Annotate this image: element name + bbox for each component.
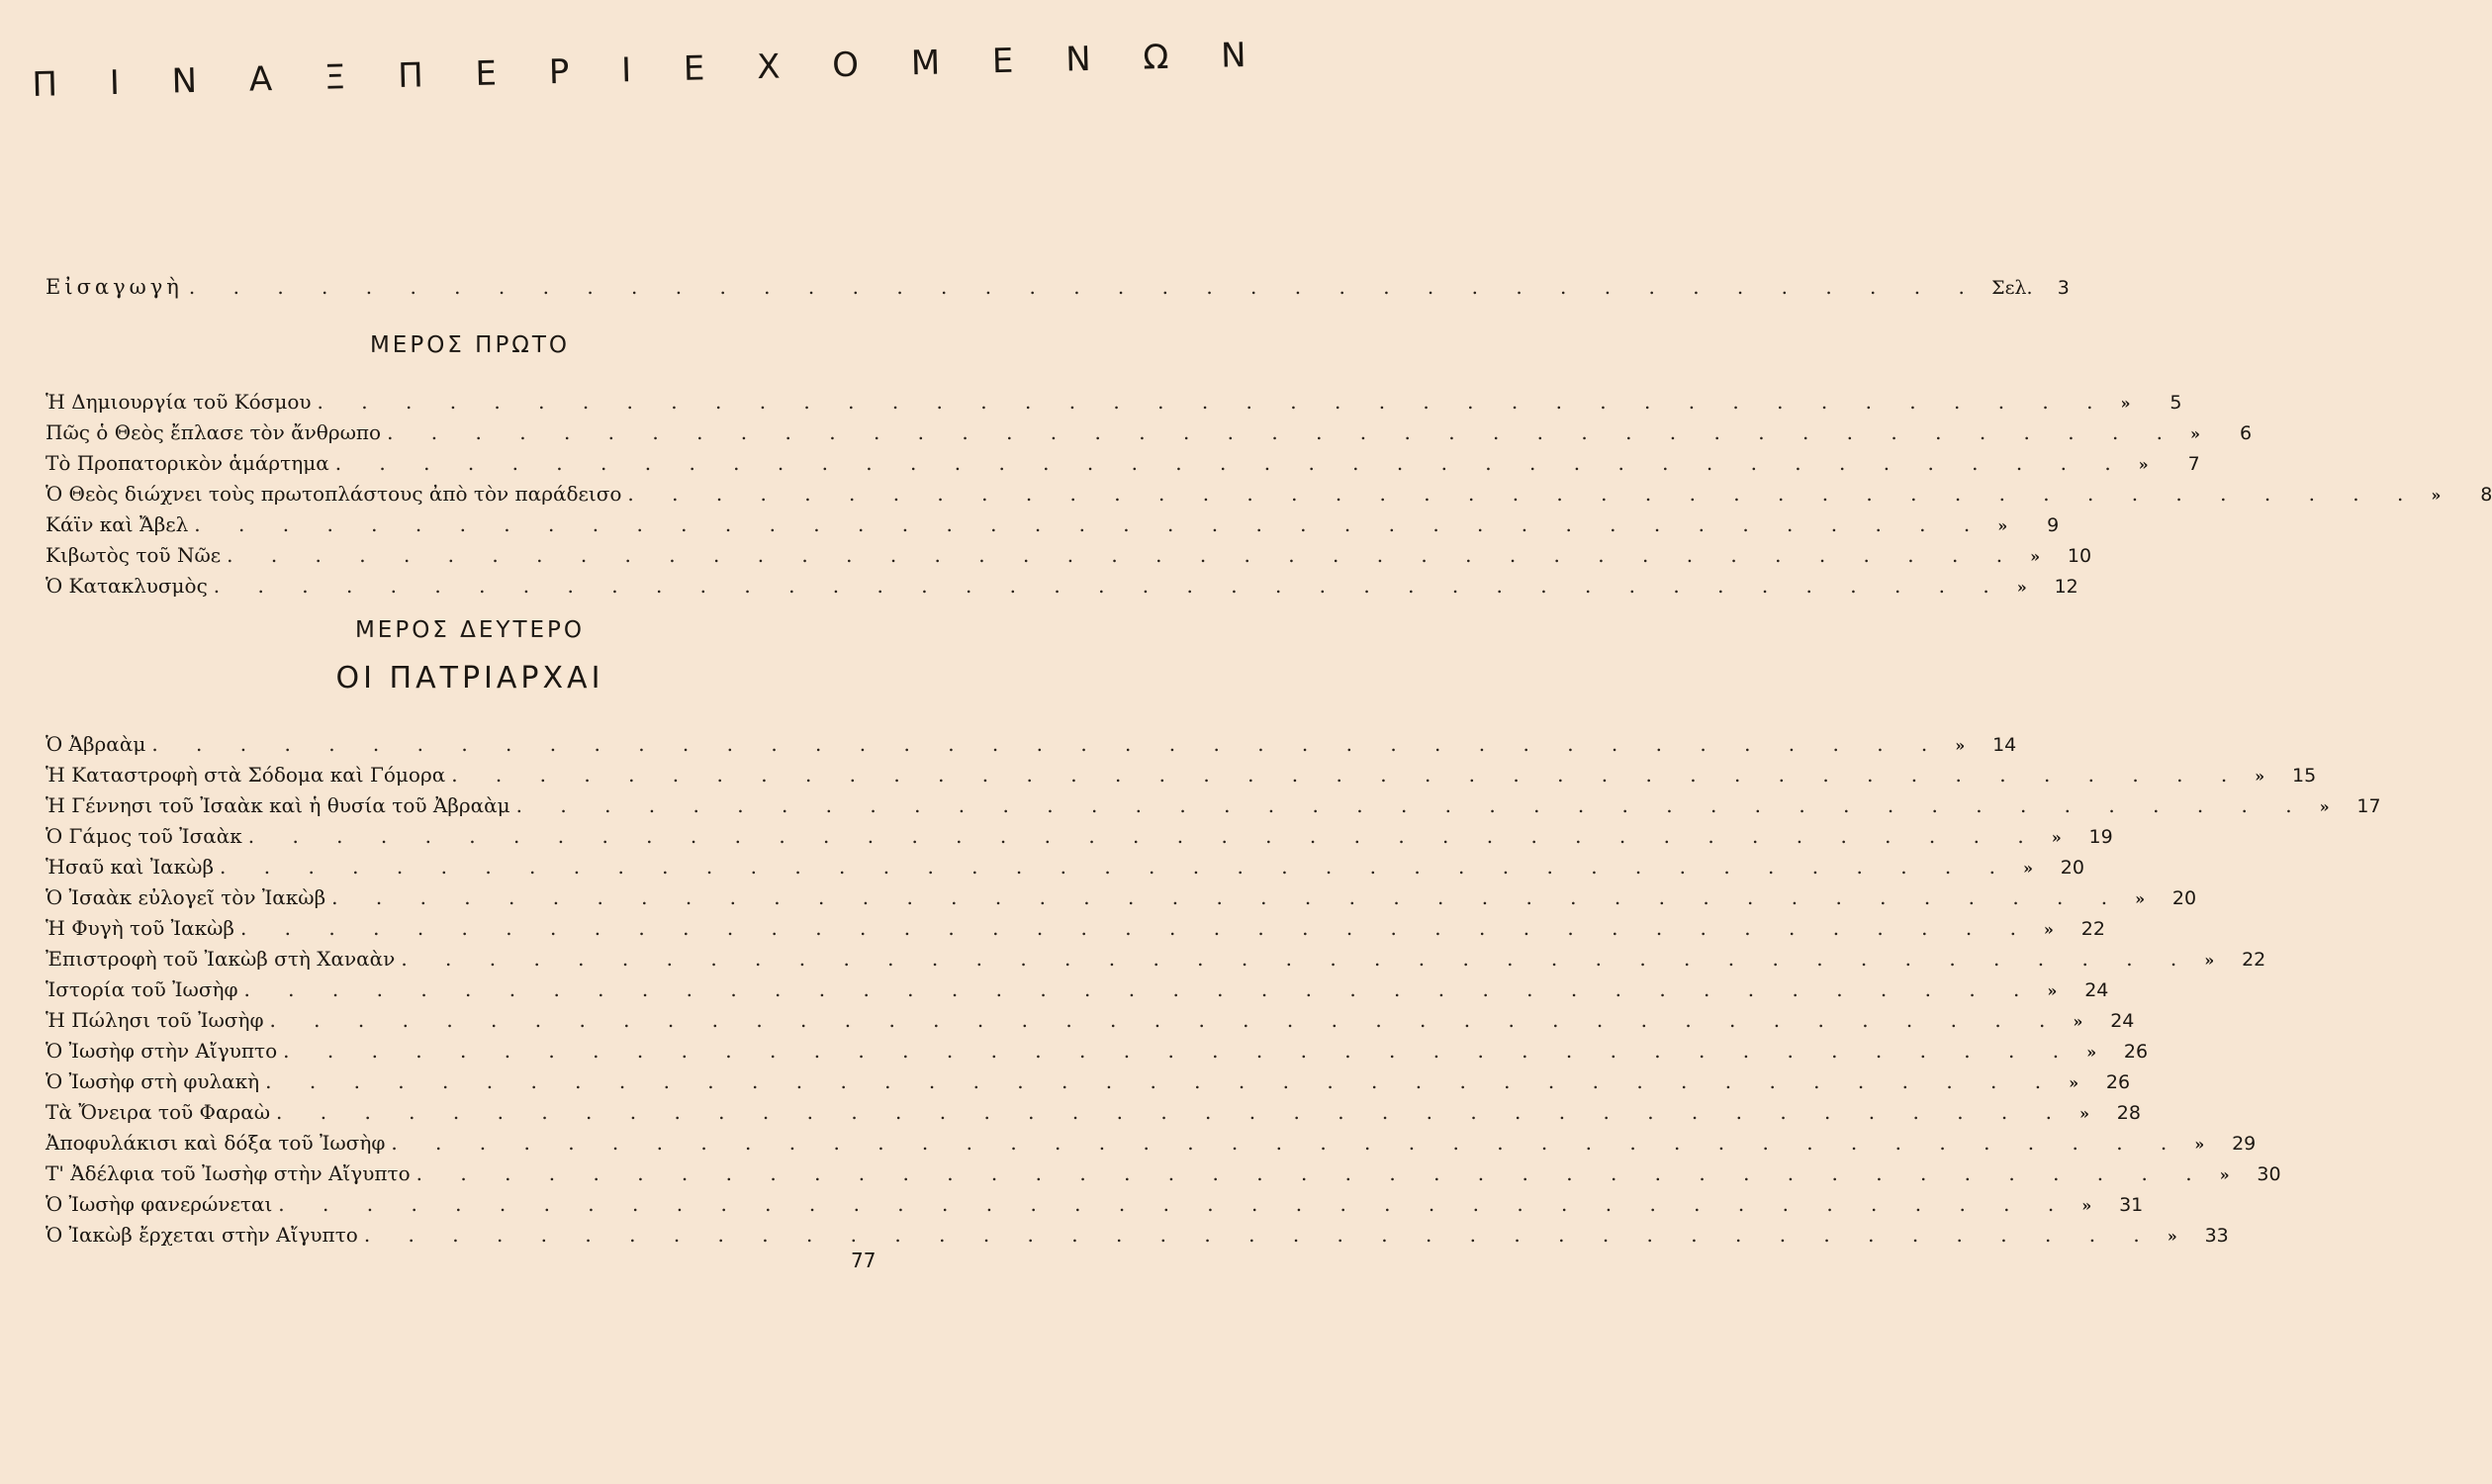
ditto-mark: » [2194,1135,2205,1154]
ditto-mark: » [2030,547,2041,566]
dot-leader [248,824,2040,848]
toc-entry-page: 8 [2480,484,2492,506]
ditto-mark: » [2086,1043,2097,1062]
page-title: Π Ι Ν Α Ξ Π Ε Ρ Ι Ε Χ Ο Μ Ε Ν Ω Ν [32,35,1268,105]
ditto-mark: » [2167,1227,2177,1246]
toc-entry-label: Ὁ Ἀβραὰμ [46,732,146,756]
dot-leader [151,732,1943,756]
toc-entry-label: Ἐπιστροφὴ τοῦ Ἰακὼβ στὴ Χαναὰν [46,947,396,971]
toc-entry-label: Κάϊν καὶ Ἄβελ [46,512,189,536]
toc-entry [46,732,2017,762]
toc-entry [46,420,2253,450]
ditto-mark: » [2043,920,2054,939]
toc-entry [46,482,2492,511]
toc-entry [46,574,2078,603]
ditto-mark: » [2069,1073,2079,1092]
toc-entry-label: Ἀποφυλάκισι καὶ δόξα τοῦ Ἰωσὴφ [46,1131,386,1155]
ditto-mark: » [1997,516,2008,535]
toc-entry-label: Ὁ Ἰωσὴφ στὴν Αἴγυπτο [46,1039,278,1063]
dot-leader [335,451,2127,475]
toc-entry-label: Εἰσαγωγὴ [46,275,183,299]
dot-leader [391,1131,2182,1155]
page-prefix: Σελ. [1991,277,2033,299]
toc-entry-label: Πῶς ὁ Θεὸς ἔπλασε τὸν ἄνθρωπο [46,420,382,444]
ditto-mark: » [2431,486,2442,505]
toc-entry-label: Ὁ Ἰακὼβ ἔρχεται στὴν Αἴγυπτο [46,1223,358,1247]
toc-entry-label: Ἡ Φυγὴ τοῦ Ἰακὼβ [46,916,234,940]
part-two-heading: ΜΕΡΟΣ ΔΕΥΤΕΡΟ [354,617,586,643]
toc-entry-label: Ὁ Θεὸς διώχνει τοὺς πρωτοπλάστους ἀπὸ τὸν παράδεισο [46,482,622,506]
ditto-mark: » [2135,889,2146,908]
ditto-mark: » [2138,455,2149,474]
dot-leader [318,390,2109,414]
toc-entry [46,451,2200,481]
toc-entry-page: 10 [2067,545,2092,567]
toc-entry-label: Τ' Ἀδέλφια τοῦ Ἰωσὴφ στὴν Αἴγυπτο [46,1161,411,1185]
ditto-mark: » [2204,951,2215,970]
toc-entry [46,885,2197,915]
toc-entry [46,1192,2144,1222]
ditto-mark: » [2190,424,2201,443]
toc-entry-label: Ὁ Κατακλυσμὸς [46,574,208,598]
toc-entry [46,916,2105,946]
toc-entry [46,1100,2141,1130]
toc-entry-label: Τὰ Ὄνειρα τοῦ Φαραὼ [46,1100,271,1124]
part-two-subheading: ΟΙ ΠΑΤΡΙΑΡΧΑΙ [335,661,604,696]
toc-entry-page: 15 [2291,765,2317,787]
toc-entry-page: 20 [2060,857,2084,879]
ditto-mark: » [1955,736,1966,755]
ditto-mark: » [2022,859,2033,878]
dot-leader [278,1192,2070,1216]
toc-entry-page: 7 [2187,453,2200,475]
ditto-mark: » [2319,797,2330,816]
toc-entry-label: Ἡ Καταστροφὴ στὰ Σόδομα καὶ Γόμορα [46,763,446,787]
toc-entry [46,1161,2281,1191]
dot-leader [627,482,2419,506]
toc-entry [46,855,2084,884]
toc-entry-page: 26 [2105,1071,2131,1093]
toc-entry-page: 9 [2047,514,2060,536]
toc-entry [46,824,2113,854]
toc-entry [46,763,2317,792]
ditto-mark: » [2051,828,2062,847]
dot-leader [220,855,2011,879]
dot-leader [387,420,2178,444]
toc-entry-page: 22 [2080,918,2105,940]
toc-entry [46,1131,2257,1160]
toc-entry-page: 24 [2110,1010,2135,1032]
toc-entry-page: 17 [2356,795,2381,817]
toc-entry-page: 28 [2116,1102,2141,1124]
dot-leader [227,543,2018,567]
part-one-heading: ΜΕΡΟΣ ΠΡΩΤΟ [369,332,571,358]
toc-entry-label: Κιβωτὸς τοῦ Νῶε [46,543,222,567]
dot-leader [243,977,2035,1001]
dot-leader [269,1008,2061,1032]
toc-entry-page: 33 [2204,1225,2229,1247]
toc-entry [46,947,2266,976]
ditto-mark: » [2081,1196,2092,1215]
toc-entry-page: 26 [2123,1041,2149,1063]
toc-entry-label: Τὸ Προπατορικὸν ἁμάρτημα [46,451,329,475]
toc-entry-page: 12 [2054,576,2078,598]
toc-entry-label: Ἡ Δημιουργία τοῦ Κόσμου [46,390,312,414]
dot-leader [276,1100,2068,1124]
toc-entry [46,543,2092,573]
dot-leader [189,275,1981,299]
dot-leader [265,1069,2057,1093]
toc-entry-label: Ἱστορία τοῦ Ἰωσὴφ [46,977,238,1001]
toc-entry-page: 20 [2171,887,2197,909]
toc-entry-page: 31 [2119,1194,2144,1216]
toc-entry-label: Ὁ Ἰωσὴφ στὴ φυλακὴ [46,1069,260,1093]
ditto-mark: » [2219,1165,2230,1184]
toc-entry [46,390,2182,419]
dot-leader [401,947,2192,971]
dot-leader [331,885,2123,909]
ditto-mark: » [2255,767,2265,786]
toc-entry-label: Ἡ Γέννησι τοῦ Ἰσαὰκ καὶ ἡ θυσία τοῦ Ἀβραὰμ [46,793,510,817]
toc-entry-intro [46,275,2070,305]
dot-leader [416,1161,2208,1185]
toc-entry-page: 5 [2169,392,2182,414]
toc-entry-label: Ὁ Ἰωσὴφ φανερώνεται [46,1192,273,1216]
toc-entry-page: 22 [2242,949,2266,971]
dot-leader [214,574,2005,598]
ditto-mark: » [2078,1104,2089,1123]
dot-leader [240,916,2032,940]
toc-entry [46,793,2381,823]
toc-entry-page: 24 [2084,979,2109,1001]
toc-entry-label: Ἡσαῦ καὶ Ἰακὼβ [46,855,215,879]
toc-entry-page: 3 [2057,277,2070,299]
toc-entry [46,512,2060,542]
toc-entry-page: 30 [2257,1163,2281,1185]
toc-entry-page: 6 [2239,422,2253,444]
toc-entry-label: Ὁ Γάμος τοῦ Ἰσαὰκ [46,824,242,848]
ditto-mark: » [2073,1012,2083,1031]
dot-leader [516,793,2308,817]
toc-entry-label: Ὁ Ἰσαὰκ εὐλογεῖ τὸν Ἰακὼβ [46,885,326,909]
dot-leader [451,763,2243,787]
toc-entry [46,1069,2131,1099]
dot-leader [194,512,1985,536]
ditto-mark: » [2120,394,2131,413]
toc-entry-page: 19 [2088,826,2113,848]
toc-entry [46,1223,2229,1252]
toc-entry-page: 29 [2232,1133,2257,1155]
ditto-mark: » [2016,578,2027,597]
ditto-mark: » [2047,981,2058,1000]
toc-entry [46,1039,2149,1068]
page-number: 77 [851,1249,877,1272]
toc-entry-label: Ἡ Πώλησι τοῦ Ἰωσὴφ [46,1008,264,1032]
toc-entry-page: 14 [1992,734,2017,756]
dot-leader [364,1223,2156,1247]
toc-entry [46,977,2109,1007]
toc-entry [46,1008,2135,1038]
dot-leader [283,1039,2075,1063]
